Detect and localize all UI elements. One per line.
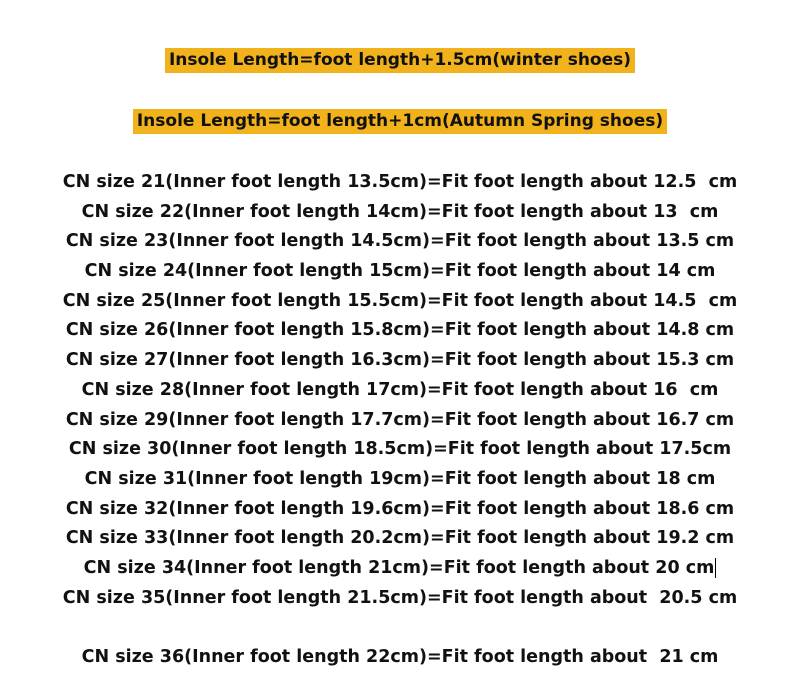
size-row: CN size 22(Inner foot length 14cm)=Fit foot length about 13 cm [81, 201, 719, 222]
size-row: CN size 21(Inner foot length 13.5cm)=Fit foot length about 12.5 cm [62, 172, 738, 192]
text-cursor [715, 558, 716, 578]
size-row-36: CN size 36(Inner foot length 22cm)=Fit foot length about 21 cm [81, 647, 719, 667]
winter-insole-text: Insole Length=foot length+1.5cm(winter shoes) [165, 48, 635, 73]
size-row: CN size 29(Inner foot length 17.7cm)=Fit foot length about 16.7 cm [65, 409, 735, 430]
size-row: CN size 30(Inner foot length 18.5cm)=Fit foot length about 17.5cm [68, 439, 732, 460]
size-row: CN size 35(Inner foot length 21.5cm)=Fit foot length about 20.5 cm [62, 587, 738, 608]
size-row: CN size 31(Inner foot length 19cm)=Fit foot length about 18 cm [84, 468, 716, 489]
winter-insole-banner [0, 48, 800, 72]
size-row: CN size 26(Inner foot length 15.8cm)=Fit foot length about 14.8 cm [65, 320, 735, 341]
size-list [0, 168, 800, 613]
size-row: CN size 23(Inner foot length 14.5cm)=Fit foot length about 13.5 cm [65, 231, 735, 252]
autumn-spring-insole-banner [0, 109, 800, 133]
size-row: CN size 25(Inner foot length 15.5cm)=Fit foot length about 14.5 cm [62, 290, 738, 311]
size-row-34 [0, 554, 800, 584]
size-row: CN size 27(Inner foot length 16.3cm)=Fit foot length about 15.3 cm [65, 350, 735, 371]
autumn-spring-insole-text: Insole Length=foot length+1cm(Autumn Spring shoes) [133, 109, 667, 134]
size-row: CN size 33(Inner foot length 20.2cm)=Fit foot length about 19.2 cm [65, 528, 735, 549]
size-row: CN size 28(Inner foot length 17cm)=Fit foot length about 16 cm [81, 379, 719, 400]
size-row-34-text: CN size 34(Inner foot length 21cm)=Fit foot length about 20 cm [83, 557, 715, 578]
size-row: CN size 24(Inner foot length 15cm)=Fit foot length about 14 cm [84, 261, 716, 282]
size-row: CN size 32(Inner foot length 19.6cm)=Fit foot length about 18.6 cm [65, 498, 735, 519]
